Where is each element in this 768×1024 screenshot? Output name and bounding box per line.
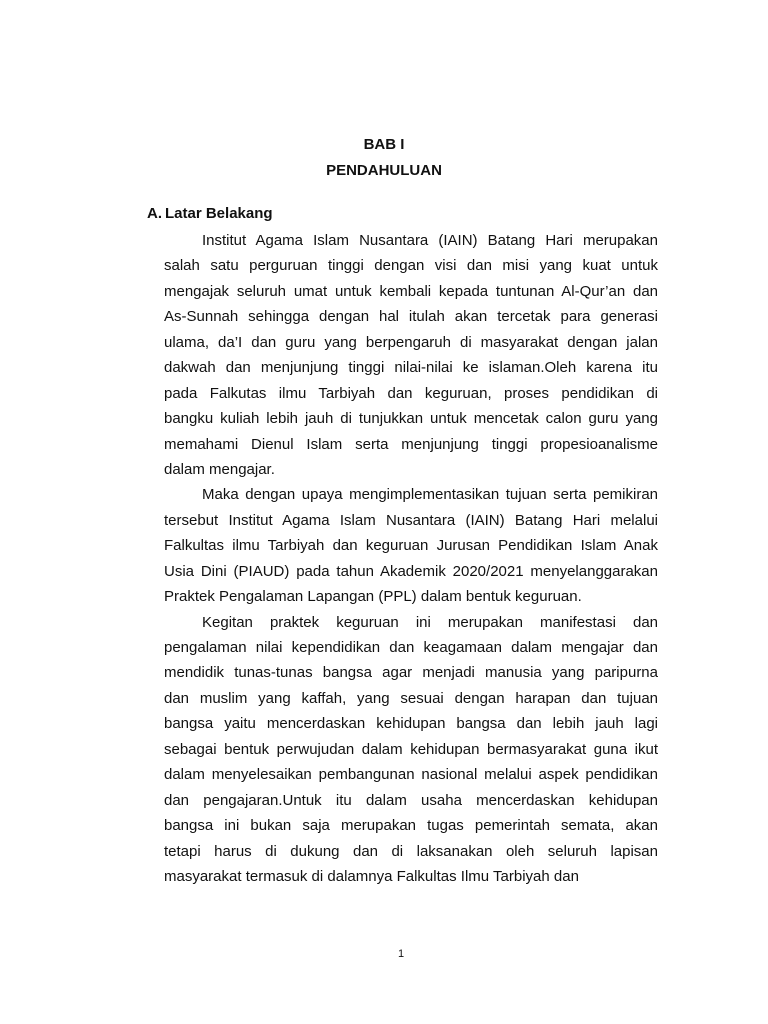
section-heading bbox=[147, 204, 273, 224]
paragraph-line: pada Falkutas ilmu Tarbiyah dan keguruan, proses pendidikan di bbox=[164, 384, 658, 402]
paragraph bbox=[164, 228, 658, 482]
page-number: 1 bbox=[397, 948, 405, 960]
chapter-title: PENDAHULUAN bbox=[326, 162, 442, 179]
paragraph-line: pengalaman nilai kependidikan dan keagamaan dalam mengajar dan bbox=[164, 639, 658, 656]
paragraph-line: mengajak seluruh umat untuk kembali kepada tuntunan Al-Qur’an dan bbox=[164, 282, 658, 300]
paragraph-line: Institut Agama Islam Nusantara (IAIN) Batang Hari merupakan bbox=[202, 232, 658, 249]
paragraph-line: dakwah dan menjunjung tinggi nilai-nilai ke islaman.Oleh karena itu bbox=[164, 359, 658, 377]
paragraph-line: dan pengajaran.Untuk itu dalam usaha mencerdaskan kehidupan bbox=[164, 791, 658, 809]
paragraph-line: dalam mengajar. bbox=[164, 460, 275, 478]
section-title: Latar Belakang bbox=[165, 205, 273, 222]
paragraph-line: dalam menyelesaikan pembangunan nasional melalui aspek pendidikan bbox=[164, 766, 658, 784]
paragraph-line: tetapi harus di dukung dan di laksanakan oleh seluruh lapisan bbox=[164, 842, 658, 860]
paragraph-line: tersebut Institut Agama Islam Nusantara (IAIN) Batang Hari melalui bbox=[164, 511, 658, 529]
paragraph-line: Usia Dini (PIAUD) pada tahun Akademik 2020/2021 menyelanggarakan bbox=[164, 562, 658, 580]
paragraph-line: ulama, da’I dan guru yang berpengaruh di masyarakat dengan jalan bbox=[164, 333, 658, 351]
paragraph-line: salah satu perguruan tinggi dengan visi dan misi yang kuat untuk bbox=[164, 257, 658, 275]
paragraph-line: bangsa ini bukan saja merupakan tugas pemerintah semata, akan bbox=[164, 817, 658, 835]
paragraph-line: Falkultas ilmu Tarbiyah dan keguruan Jurusan Pendidikan Islam Anak bbox=[164, 537, 658, 555]
paragraph-line: dan muslim yang kaffah, yang sesuai dengan harapan dan tujuan bbox=[164, 689, 658, 707]
paragraph-line: bangsa yaitu mencerdaskan kehidupan bangsa dan lebih jauh lagi bbox=[164, 715, 658, 733]
body-text bbox=[164, 228, 658, 889]
chapter-number: BAB I bbox=[363, 136, 405, 153]
paragraph-line: mendidik tunas-tunas bangsa agar menjadi manusia yang paripurna bbox=[164, 664, 658, 682]
paragraph-line: Maka dengan upaya mengimplementasikan tujuan serta pemikiran bbox=[202, 486, 658, 504]
paragraph-line: sebagai bentuk perwujudan dalam kehidupan bermasyarakat guna ikut bbox=[164, 740, 658, 758]
paragraph-line: memahami Dienul Islam serta menjunjung tinggi propesioanalisme bbox=[164, 435, 658, 453]
section-marker: A. bbox=[147, 205, 162, 222]
paragraph bbox=[164, 482, 658, 609]
paragraph-line: Kegitan praktek keguruan ini merupakan manifestasi dan bbox=[202, 613, 658, 631]
paragraph-line: masyarakat termasuk di dalamnya Falkultas Ilmu Tarbiyah dan bbox=[164, 867, 579, 885]
paragraph bbox=[164, 610, 658, 890]
paragraph-line: bangku kuliah lebih jauh di tunjukkan untuk mencetak calon guru yang bbox=[164, 410, 658, 428]
paragraph-line: As-Sunnah sehingga dengan hal itulah akan tercetak para generasi bbox=[164, 308, 658, 326]
paragraph-line: Praktek Pengalaman Lapangan (PPL) dalam bentuk keguruan. bbox=[164, 588, 582, 606]
